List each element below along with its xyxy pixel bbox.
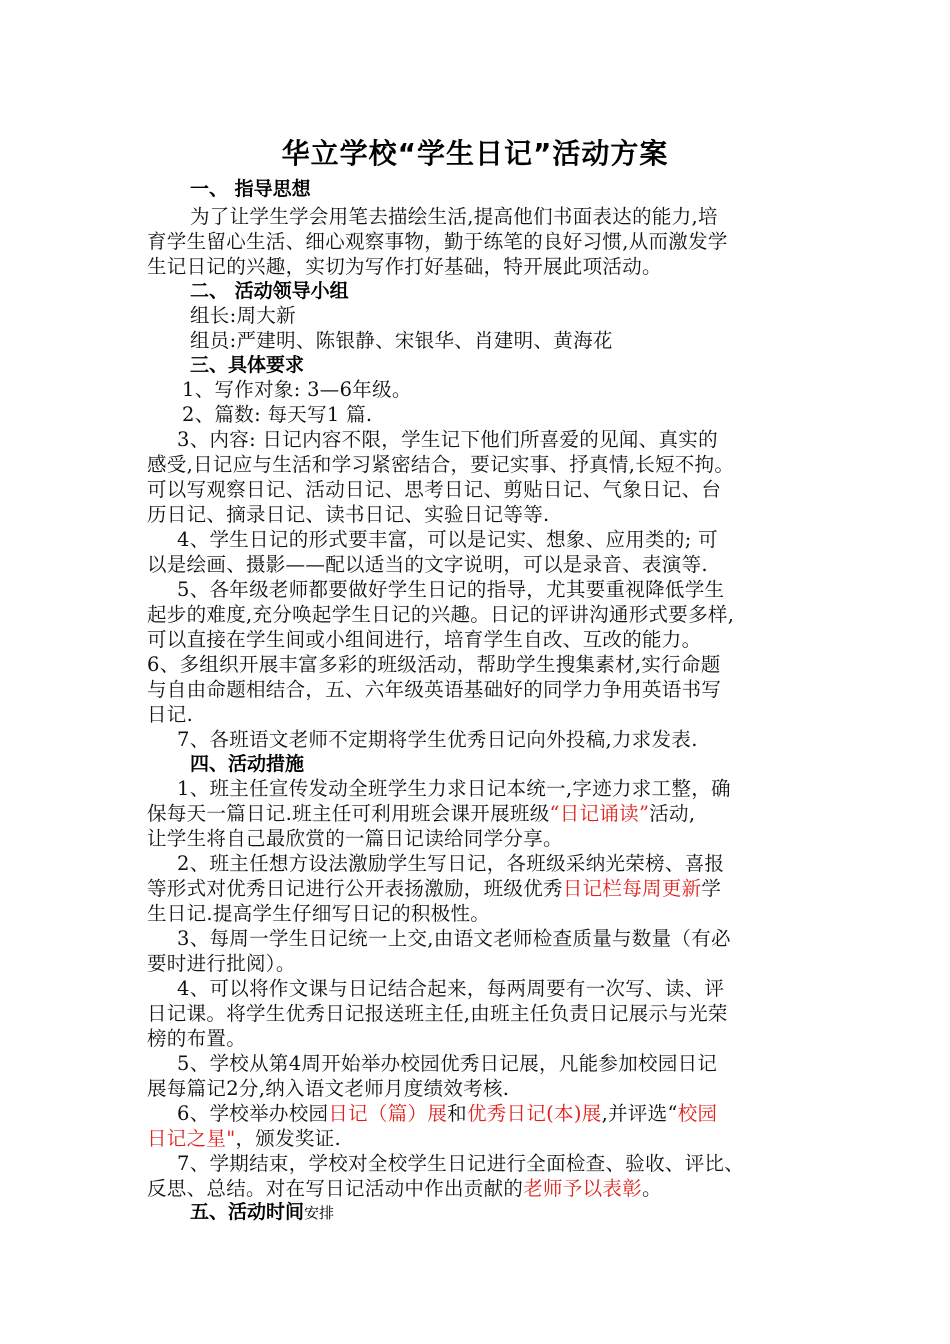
highlight-text: 日记之星"	[147, 1127, 236, 1150]
measure-text: 活动,	[649, 802, 696, 825]
requirement-line: 可以写观察日记、活动日记、思考日记、剪贴日记、气象日记、台	[147, 478, 722, 501]
heading-suffix: 安排	[304, 1204, 335, 1222]
measure-line	[147, 1123, 341, 1151]
requirement-line: 历日记、摘录日记、读书日记、实验日记等等.	[147, 503, 550, 526]
measure-line: 1、班主任宣传发动全班学生力求日记本统一,字迹力求工整，确	[177, 777, 731, 800]
measure-line: 展每篇记2分,纳入语文老师月度绩效考核.	[147, 1077, 510, 1100]
highlight-text: 日记栏每周更新	[562, 877, 702, 900]
section-heading-2: 二、 活动领导小组	[190, 280, 349, 302]
requirement-line: 以是绘画、摄影——配以适当的文字说明，可以是录音、表演等.	[147, 553, 708, 576]
requirement-line: 与自由命题相结合，五、六年级英语基础好的同学力争用英语书写	[147, 678, 722, 701]
group-members: 组员:严建明、陈银静、宋银华、肖建明、黄海花	[190, 329, 613, 352]
measure-text: 反思、总结。对在写日记活动中作出贡献的	[147, 1177, 524, 1200]
section-heading-3: 三、具体要求	[190, 354, 305, 376]
section-heading-5	[190, 1197, 334, 1224]
measure-line: 生日记.提高学生仔细写日记的积极性。	[147, 902, 491, 925]
paragraph-line: 育学生留心生活、细心观察事物，勤于练笔的良好习惯,从而激发学	[147, 230, 728, 253]
requirement-line: 日记.	[147, 703, 194, 726]
measure-text: 保每天一篇日记.班主任可利用班会课开展班级	[147, 802, 550, 825]
paragraph-line: 生记日记的兴趣，实切为写作打好基础，特开展此项活动。	[147, 255, 662, 278]
heading-text: 五、活动时间	[190, 1201, 305, 1223]
requirement-line: 4、学生日记的形式要丰富，可以是记实、想象、应用类的; 可	[177, 528, 718, 551]
measure-line: 7、学期结束，学校对全校学生日记进行全面检查、验收、评比、	[177, 1152, 745, 1175]
highlight-text: “日记诵读”	[549, 802, 650, 825]
requirement-line: 7、各班语文老师不定期将学生优秀日记向外投稿,力求发表.	[177, 728, 698, 751]
measure-line: 要时进行批阅）。	[147, 952, 296, 975]
requirement-line: 6、多组织开展丰富多彩的班级活动，帮助学生搜集素材,实行命题	[147, 653, 721, 676]
highlight-text: 校园	[677, 1102, 718, 1125]
requirement-line: 起步的难度,充分唤起学生日记的兴趣。日记的评讲沟通形式要多样,	[147, 603, 735, 626]
measure-text: ，颁发奖证.	[235, 1127, 341, 1150]
measure-line	[177, 1098, 717, 1126]
requirement-line: 5、各年级老师都要做好学生日记的指导，尤其要重视降低学生	[177, 578, 725, 601]
requirement-line: 1、写作对象: 3—6年级。	[182, 378, 412, 401]
measure-text: 6、学校举办校园	[177, 1102, 329, 1125]
measure-text: ,并评选“	[601, 1102, 678, 1125]
section-heading-1: 一、 指导思想	[190, 178, 311, 200]
measure-text: 学	[701, 877, 722, 900]
requirement-line: 可以直接在学生间或小组间进行，培育学生自改、互改的能力。	[147, 628, 702, 651]
highlight-text: 日记（篇）展	[328, 1102, 448, 1125]
highlight-text: 老师予以表彰	[523, 1177, 643, 1200]
document-title: 华立学校“学生日记”活动方案	[281, 137, 669, 170]
measure-line: 让学生将自己最欣赏的一篇日记读给同学分享。	[147, 827, 563, 850]
measure-text: 和	[447, 1102, 467, 1125]
measure-line: 3、每周一学生日记统一上交,由语文老师检查质量与数量（有必	[177, 927, 731, 950]
requirement-line: 3、内容: 日记内容不限，学生记下他们所喜爱的见闻、真实的	[177, 428, 718, 451]
highlight-text: 优秀日记(本)展	[466, 1102, 602, 1125]
measure-line: 榜的布置。	[147, 1027, 247, 1050]
measure-line	[147, 873, 721, 901]
section-heading-4: 四、活动措施	[190, 753, 305, 775]
measure-text: 等形式对优秀日记进行公开表扬激励，班级优秀	[147, 877, 563, 900]
requirement-line: 感受,日记应与生活和学习紧密结合，要记实事、抒真情,长短不拘。	[147, 453, 735, 476]
measure-line: 4、可以将作文课与日记结合起来，每两周要有一次写、读、评	[177, 977, 725, 1000]
measure-text: 。	[642, 1177, 662, 1200]
measure-line: 2、班主任想方设法激励学生写日记，各班级采纳光荣榜、喜报	[177, 852, 725, 875]
requirement-line: 2、篇数: 每天写1 篇.	[182, 403, 373, 426]
measure-line	[147, 798, 695, 826]
paragraph-line: 为了让学生学会用笔去描绘生活,提高他们书面表达的能力,培	[190, 205, 718, 228]
measure-line: 日记课。将学生优秀日记报送班主任,由班主任负责日记展示与光荣	[147, 1002, 728, 1025]
measure-line: 5、学校从第4周开始举办校园优秀日记展，凡能参加校园日记	[177, 1052, 718, 1075]
group-leader: 组长:周大新	[190, 304, 296, 327]
